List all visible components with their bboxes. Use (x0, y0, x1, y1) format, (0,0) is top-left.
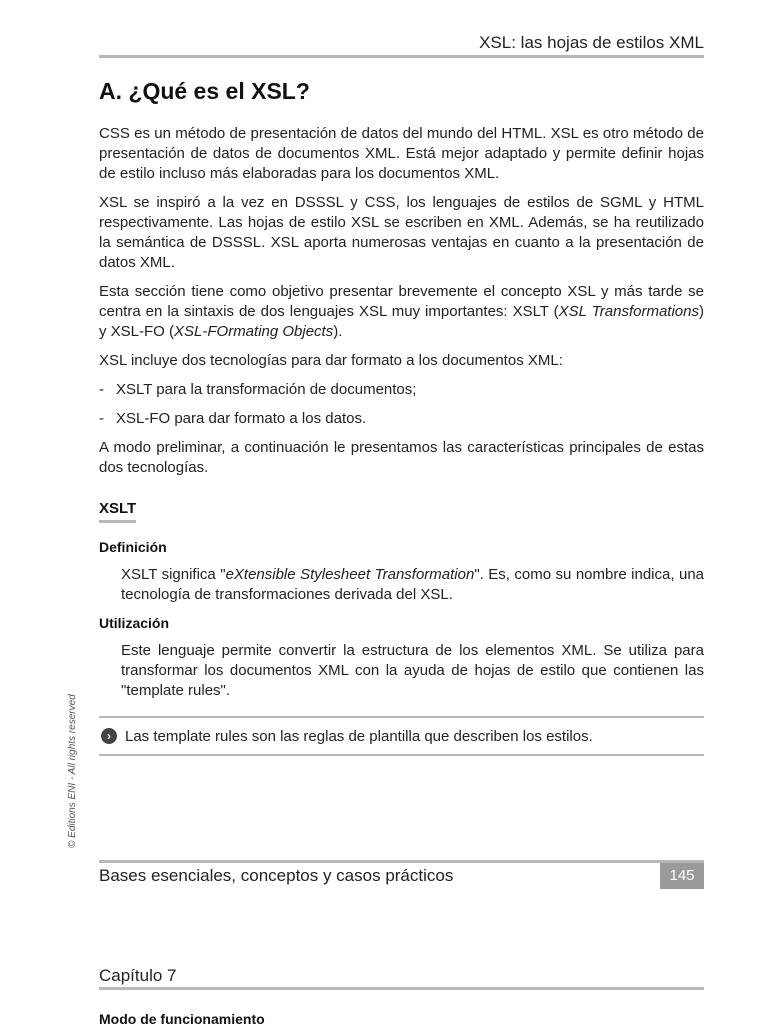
text-run: Esta sección tiene como objetivo presentar brevemente el concepto XSL y más tarde se centra en la sintaxis de dos lenguajes XSL muy importantes: XSLT ( (99, 283, 704, 320)
copyright-notice: © Editions ENI - All rights reserved (67, 694, 78, 848)
list-item-text: XSLT para la transformación de documentos; (116, 381, 417, 398)
bullet-dash: - (99, 381, 104, 398)
text-run: ). (333, 323, 343, 340)
chapter-rule (99, 987, 704, 990)
list-item (99, 380, 704, 400)
paragraph: A modo preliminar, a continuación le presentamos las características principales de estas dos tecnologías. (99, 439, 704, 476)
note-box (99, 716, 704, 756)
text-run: XSLT significa " (121, 566, 226, 583)
list-item (99, 409, 704, 429)
footer-rule (99, 860, 704, 863)
note-text: Las template rules son las reglas de plantilla que describen los estilos. (125, 727, 593, 745)
italic-term: XSL Transformations (558, 303, 699, 320)
utilizacion-text: Este lenguaje permite convertir la estructura de los elementos XML. Se utiliza para transformar los documentos XML con la ayuda de hojas de estilo que contienen las "template rules". (121, 642, 704, 699)
paragraph (99, 282, 704, 342)
italic-term: eXtensible Stylesheet Transformation (225, 566, 475, 583)
next-section-heading: Modo de funcionamiento (99, 1011, 265, 1027)
page-number-badge: 145 (660, 863, 704, 889)
utilizacion-label: Utilización (99, 615, 170, 631)
chevron-right-icon: › (101, 728, 117, 744)
chapter-label: Capítulo 7 (99, 966, 177, 985)
italic-term: XSL-FOrmating Objects (174, 323, 334, 340)
header-rule (99, 55, 704, 58)
definicion-label: Definición (99, 539, 167, 555)
paragraph: CSS es un método de presentación de datos del mundo del HTML. XSL es otro método de presentación de datos de documentos XML. Está mejor adaptado y permite definir hojas de estilo incluso más elaboradas para los documentos XML. (99, 125, 704, 182)
paragraph: XSL se inspiró a la vez en DSSSL y CSS, los lenguajes de estilos de SGML y HTML respectivamente. Las hojas de estilo XSL se escriben en XML. Además, se ha reutilizado la semántica de DSSSL. XSL aporta numerosas ventajas en cuanto a la presentación de datos XML. (99, 194, 704, 271)
subsection-heading: XSLT (99, 499, 136, 523)
text-run: ) y XSL-FO ( (99, 303, 704, 340)
list-item-text: XSL-FO para dar formato a los datos. (116, 410, 367, 427)
section-title: A. ¿Qué es el XSL? (99, 78, 310, 104)
main-content (99, 124, 704, 709)
paragraph: XSL incluye dos tecnologías para dar formato a los documentos XML: (99, 352, 563, 369)
running-header: XSL: las hojas de estilos XML (479, 33, 704, 52)
definicion-text (99, 565, 704, 605)
bullet-dash: - (99, 410, 104, 427)
text-run: ". Es, como su nombre indica, una tecnología de transformaciones derivada del XSL. (121, 566, 704, 603)
footer-title: Bases esenciales, conceptos y casos prácticos (99, 866, 454, 885)
